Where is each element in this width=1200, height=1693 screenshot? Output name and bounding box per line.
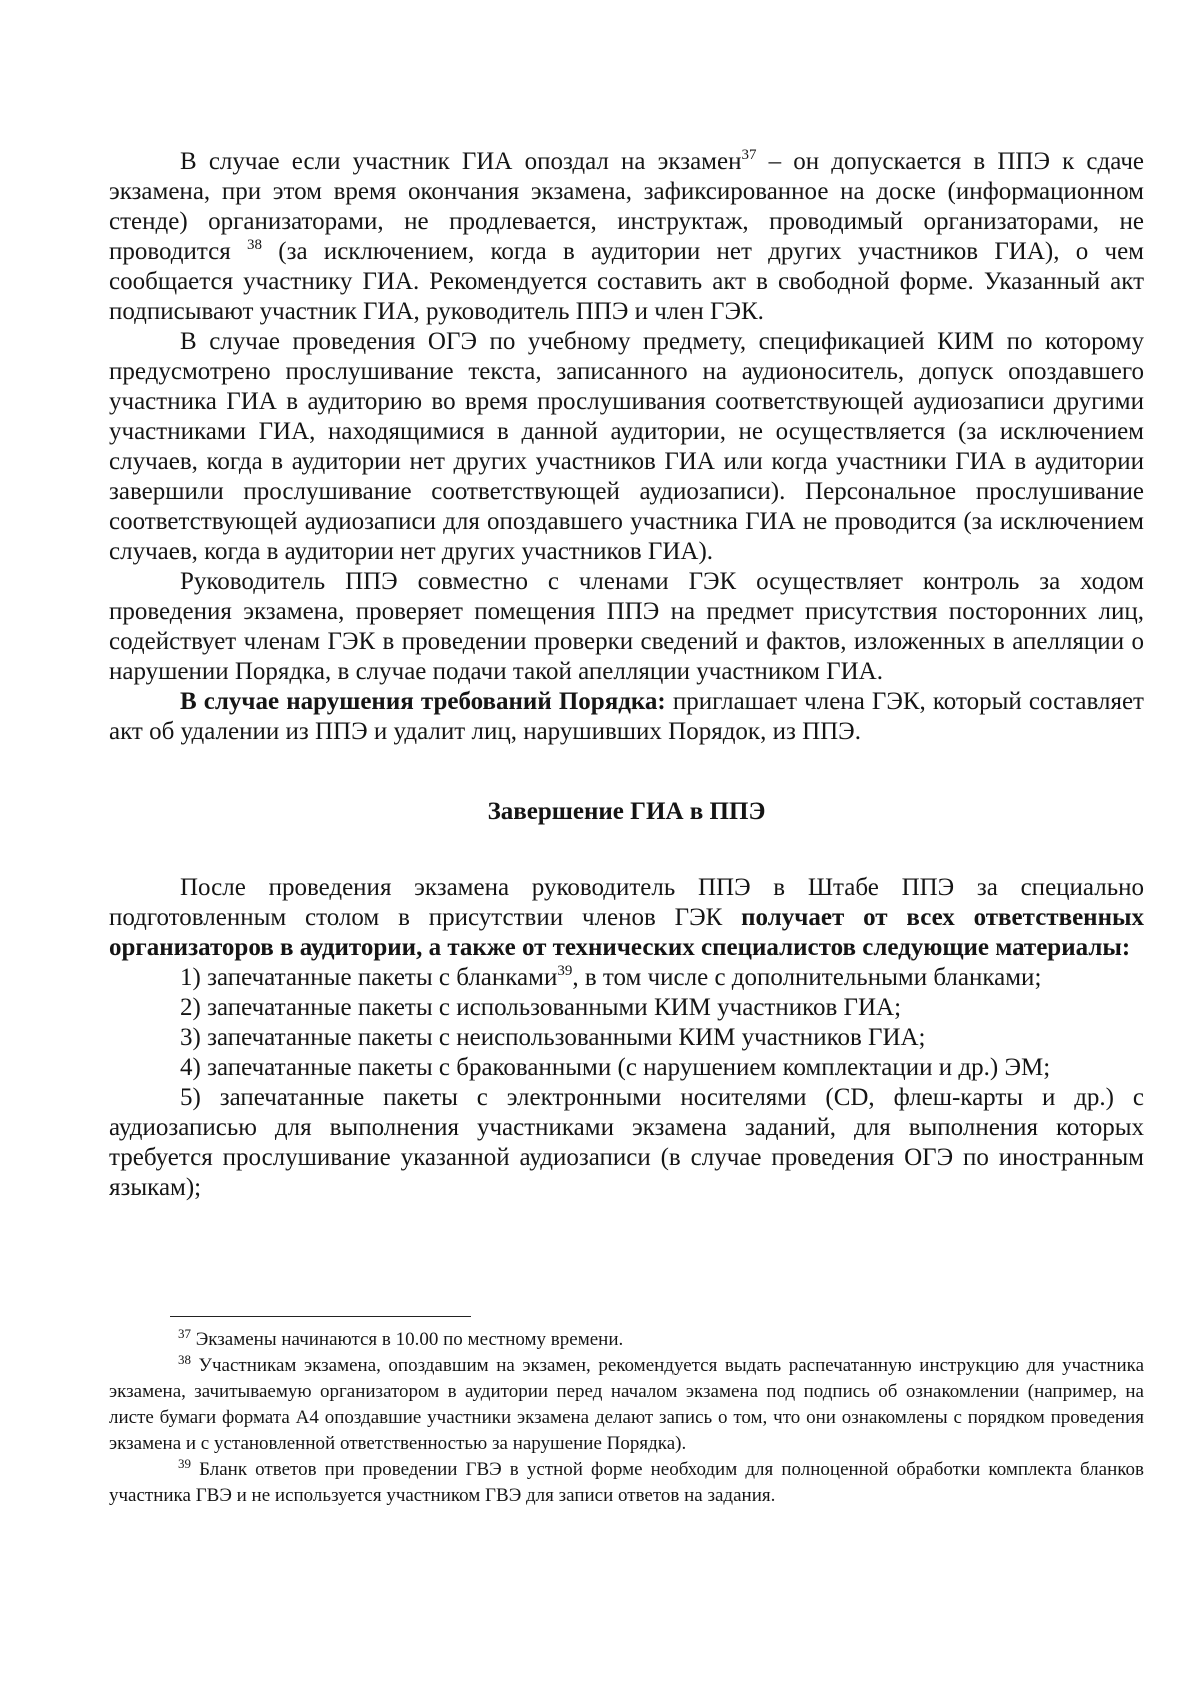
footnote-39-text: Бланк ответов при проведении ГВЭ в устной форме необходим для полноценной обработки комплекта бланков участника ГВЭ и не используется участником ГВЭ для записи ответов на задания. [109,1459,1145,1506]
list-item-1-text-a: 1) запечатанные пакеты с бланками [180,964,558,991]
p1-text-c: (за исключением, когда в аудитории нет других участников ГИА), о чем сообщается участнику ГИА. Рекомендуется составить акт в свободной форме. Указанный акт подписывают участник ГИА, руководитель ППЭ и член ГЭК. [109,238,1144,325]
violation-bold-lead: В случае нарушения требований Порядка: [180,688,666,715]
footnote-separator [170,1316,471,1317]
footnote-39-number: 39 [178,1456,191,1471]
paragraph-audio-ogee: В случае проведения ОГЭ по учебному предмету, спецификацией КИМ по которому предусмотрено прослушивание текста, записанного на аудионоситель, допуск опоздавшего участника ГИА в аудиторию во время прослушивания соответствующей аудиозаписи другими участниками ГИА, находящимися в данной аудитории, не осуществляется (за исключением случаев, когда в аудитории нет других участников ГИА или когда участники ГИА в аудитории завершили прослушивание соответствующей аудиозаписи). Персональное прослушивание соответствующей аудиозаписи для опоздавшего участника ГИА не проводится (за исключением случаев, когда в аудитории нет других участников ГИА). [109,328,1144,565]
footnote-37 [109,1327,1144,1353]
footnote-38-text: Участникам экзамена, опоздавшим на экзамен, рекомендуется выдать распечатанную инструкцию для участника экзамена, зачитываемую организатором в аудитории перед началом экзамена под подпись об ознакомлении (например, на листе бумаги формата А4 опоздавшие участники экзамена делают запись о том, что они ознакомлены с порядком проведения экзамена и с установленной ответственностью за нарушение Порядка). [109,1355,1145,1454]
list-item-1 [109,963,1144,993]
list-item-3: 3) запечатанные пакеты с неиспользованными КИМ участников ГИА; [180,1024,926,1051]
footnotes [109,1327,1144,1509]
paragraph-violation [109,687,1144,747]
footnote-ref-37[interactable]: 37 [741,147,757,163]
footnote-ref-39[interactable]: 39 [557,963,573,979]
footnote-37-text: Экзамены начинаются в 10.00 по местному времени. [195,1329,624,1350]
p1-text-b: – он допускается в ППЭ к сдаче экзамена, при этом время окончания экзамена, зафиксированное на доске (информационном стенде) организаторами, не продлевается, инструктаж, проводимый организаторами, не проводится [109,148,1144,265]
section-title: Завершение ГИА в ППЭ [487,798,766,825]
violation-text: приглашает члена ГЭК, который составляет акт об удалении из ППЭ и удалит лиц, нарушивших Порядок, из ППЭ. [109,688,1144,745]
list-item-1-text-b: , в том числе с дополнительными бланками; [572,964,1042,991]
footnote-38 [109,1353,1144,1457]
paragraph-control: Руководитель ППЭ совместно с членами ГЭК осуществляет контроль за ходом проведения экзамена, проверяет помещения ППЭ на предмет присутствия посторонних лиц, содействует членам ГЭК в проведении проверки сведений и фактов, изложенных в апелляции о нарушении Порядка, в случае подачи такой апелляции участником ГИА. [109,568,1144,685]
paragraph-late-participant [109,147,1144,327]
footnote-37-number: 37 [178,1326,191,1341]
list-item-2: 2) запечатанные пакеты с использованными КИМ участников ГИА; [180,994,902,1021]
list-item-4: 4) запечатанные пакеты с бракованными (с нарушением комплектации и др.) ЭМ; [180,1054,1051,1081]
p1-text-a: В случае если участник ГИА опоздал на экзамен [180,148,742,175]
section-intro [109,873,1144,963]
section-intro-plain: После проведения экзамена руководитель ППЭ в Штабе ППЭ за специально подготовленным столом в присутствии членов ГЭК [109,874,1144,931]
section-intro-bold: получает от всех ответственных организаторов в аудитории, а также от технических специалистов следующие материалы: [109,904,1145,961]
footnote-ref-38[interactable]: 38 [246,237,262,253]
footnote-38-number: 38 [178,1352,191,1367]
footnote-39 [109,1457,1144,1509]
list-item-5: 5) запечатанные пакеты с электронными носителями (CD, флеш-карты и др.) с аудиозаписью для выполнения участниками экзамена заданий, для выполнения которых требуется прослушивание указанной аудиозаписи (в случае проведения ОГЭ по иностранным языкам); [109,1084,1144,1201]
